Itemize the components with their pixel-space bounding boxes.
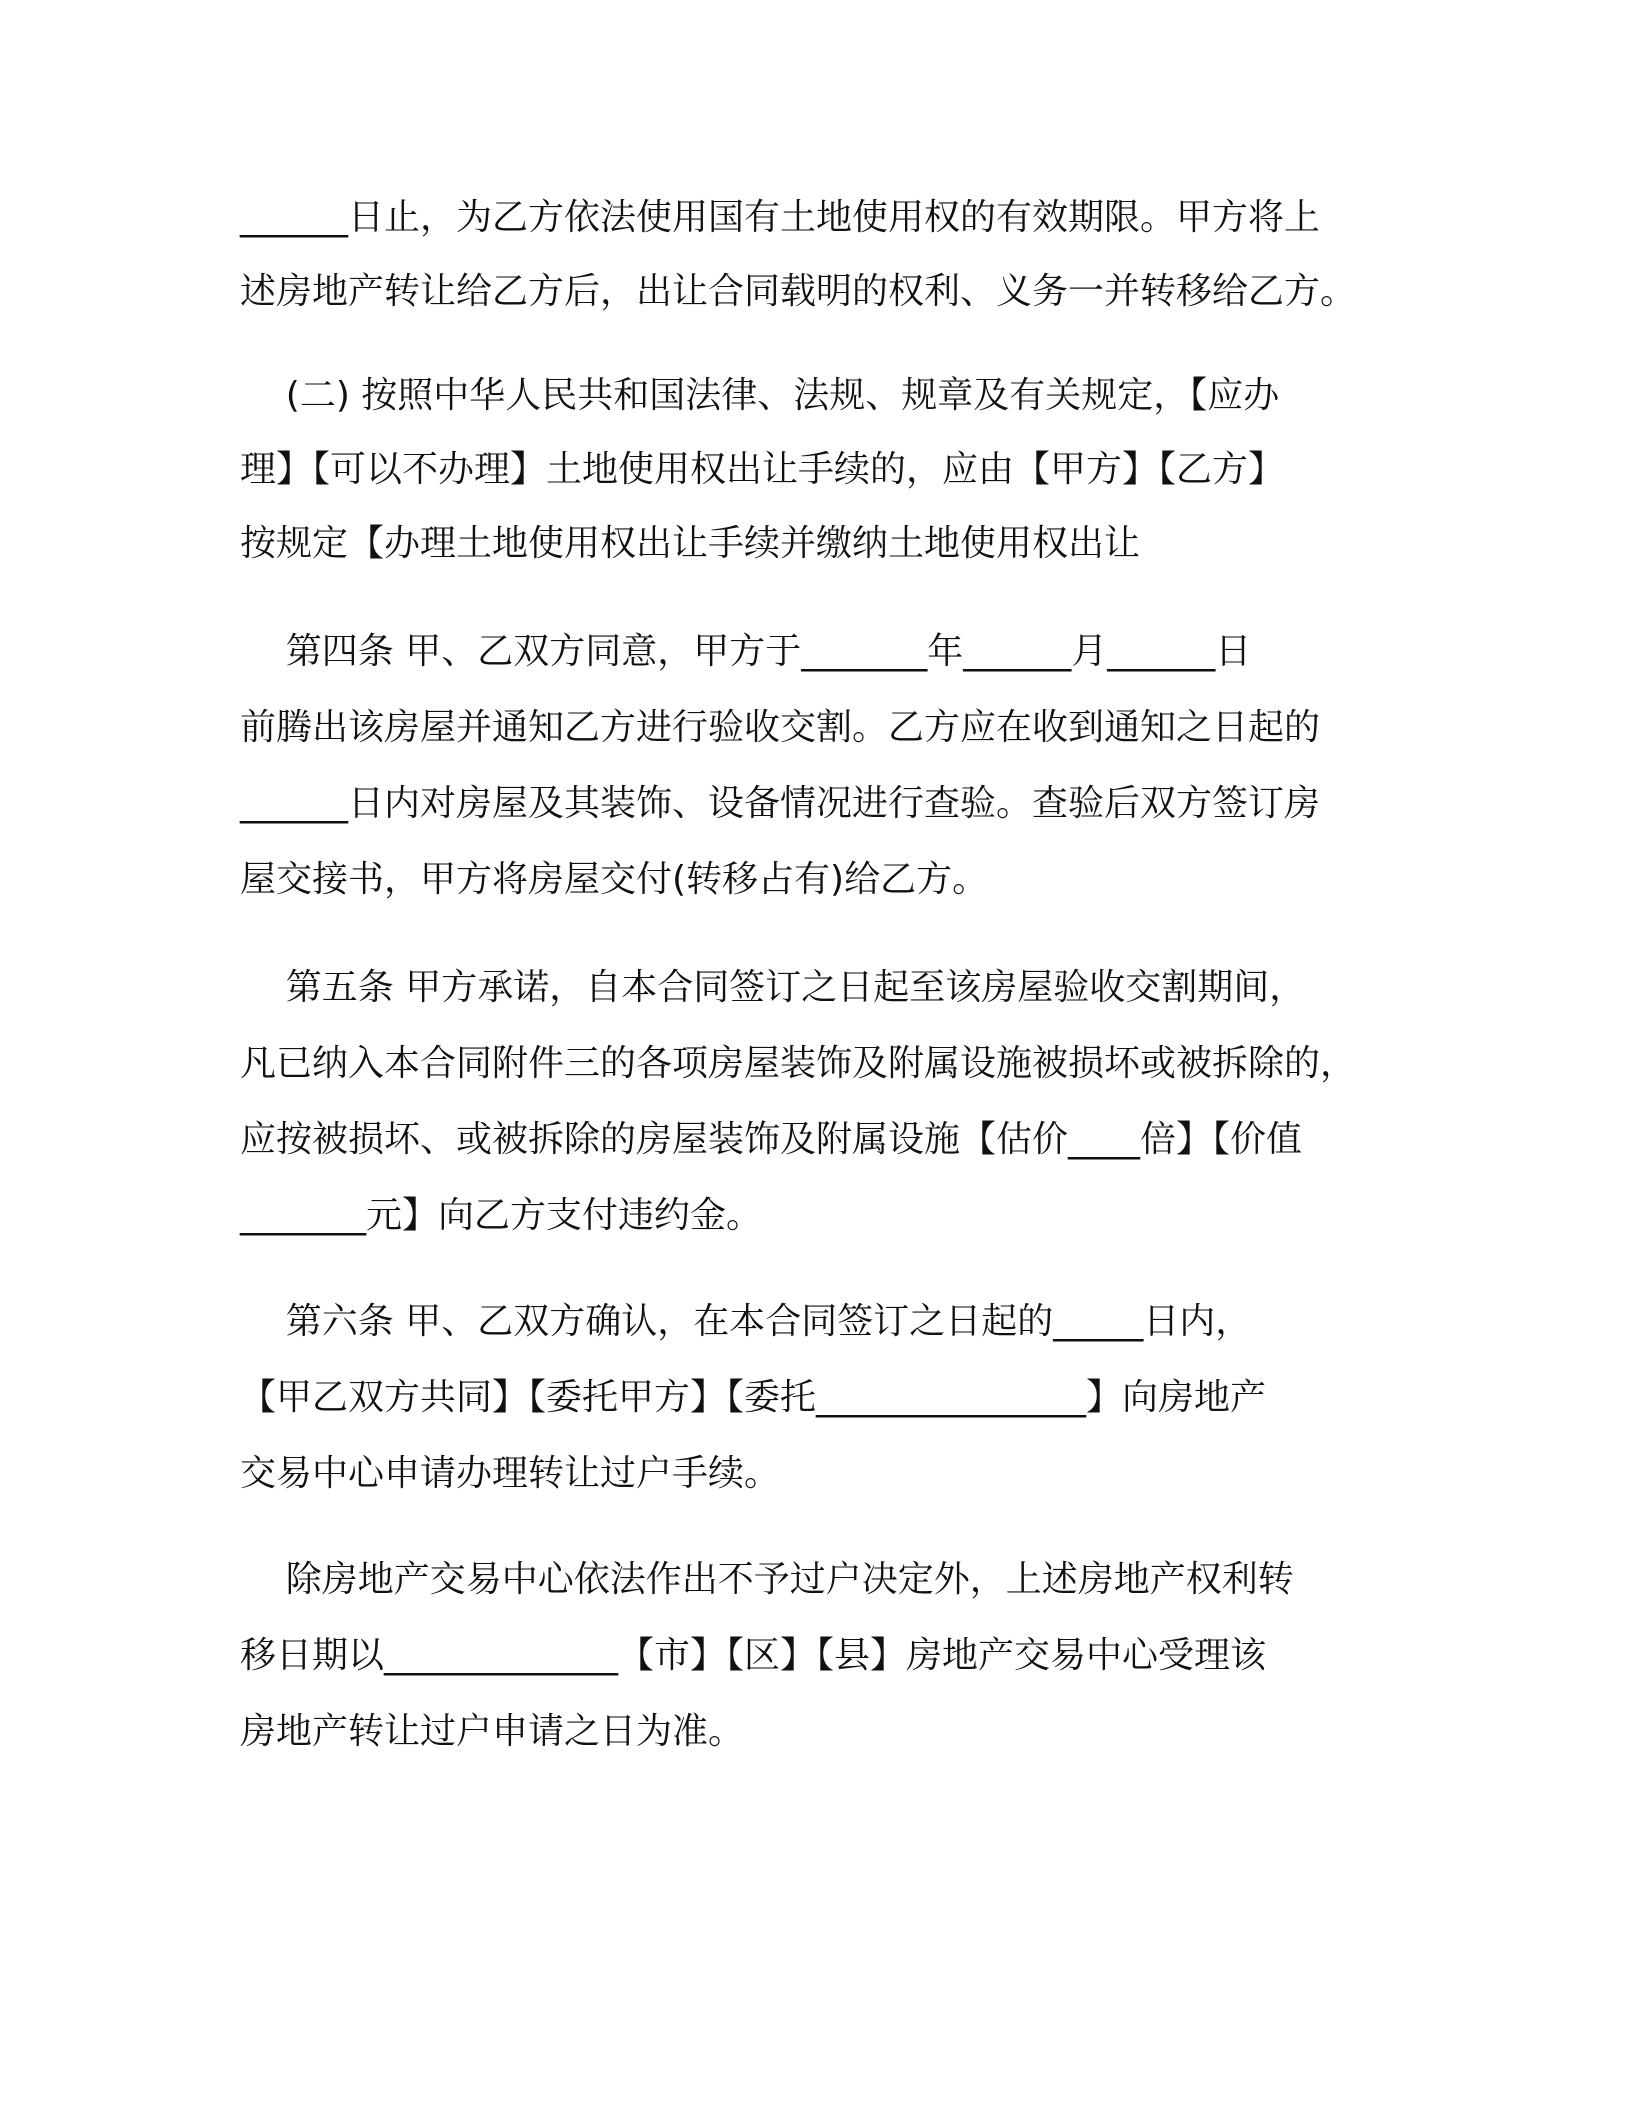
paragraph-line: ______日止，为乙方依法使用国有土地使用权的有效期限。甲方将上 xyxy=(240,197,1321,238)
paragraph-line: ______日内对房屋及其装饰、设备情况进行查验。查验后双方签订房 xyxy=(240,783,1321,824)
paragraph-line: 第五条 甲方承诺，自本合同签订之日起至该房屋验收交割期间， xyxy=(240,967,1306,1008)
paragraph-line: 按规定【办理土地使用权出让手续并缴纳土地使用权出让 xyxy=(240,523,1141,564)
paragraph-line: 应按被损坏、或被拆除的房屋装饰及附属设施【估价____倍】【价值 xyxy=(240,1119,1303,1160)
paragraph-line: 前腾出该房屋并通知乙方进行验收交割。乙方应在收到通知之日起的 xyxy=(240,707,1321,748)
paragraph-line: 第四条 甲、乙双方同意，甲方于_______年______月______日 xyxy=(240,631,1252,672)
paragraph-line: 理】【可以不办理】土地使用权出让手续的，应由【甲方】【乙方】 xyxy=(240,449,1285,490)
paragraph-line: 移日期以_____________【市】【区】【县】房地产交易中心受理该 xyxy=(240,1635,1267,1676)
paragraph-line: 第六条 甲、乙双方确认，在本合同签订之日起的_____日内， xyxy=(240,1301,1252,1342)
paragraph-line: 述房地产转让给乙方后，出让合同载明的权利、义务一并转移给乙方。 xyxy=(240,271,1357,312)
paragraph-line: 凡已纳入本合同附件三的各项房屋装饰及附属设施被损坏或被拆除的， xyxy=(240,1043,1357,1084)
paragraph-line: 屋交接书，甲方将房屋交付(转移占有)给乙方。 xyxy=(240,859,989,900)
paragraph-line: _______元】向乙方支付违约金。 xyxy=(240,1195,763,1236)
paragraph-line: 房地产转让过户申请之日为准。 xyxy=(240,1711,745,1752)
paragraph-line: 【甲乙双方共同】【委托甲方】【委托_______________】向房地产 xyxy=(240,1377,1267,1418)
paragraph-line: 除房地产交易中心依法作出不予过户决定外，上述房地产权利转 xyxy=(240,1559,1294,1600)
paragraph-line: 交易中心申请办理转让过户手续。 xyxy=(240,1453,781,1494)
paragraph-line: (二) 按照中华人民共和国法律、法规、规章及有关规定，【应办 xyxy=(240,375,1280,416)
